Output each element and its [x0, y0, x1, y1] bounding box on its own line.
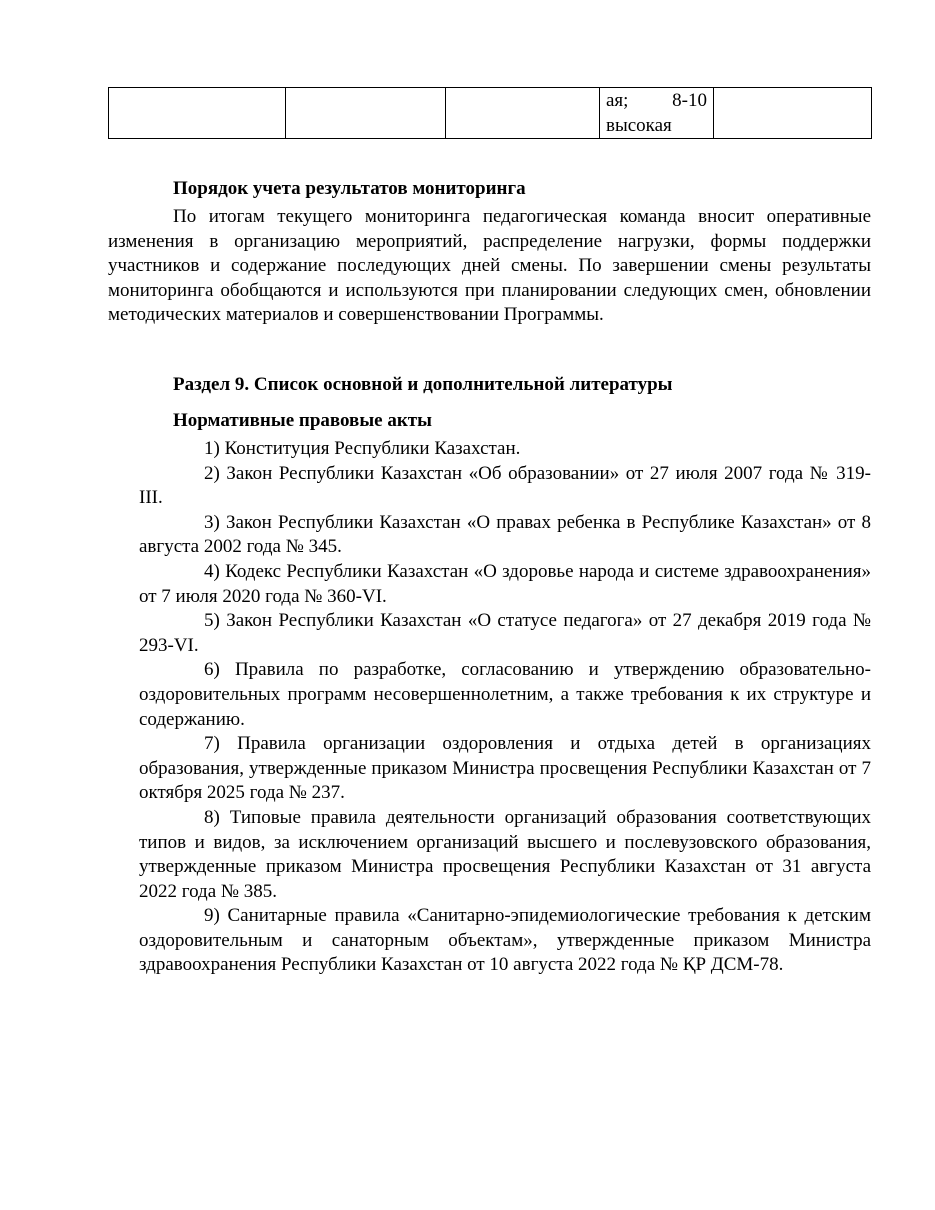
list-item: 5) Закон Республики Казахстан «О статусе педагога» от 27 декабря 2019 года № 293-VI. — [139, 610, 871, 656]
literature-list — [139, 437, 871, 978]
list-item: 9) Санитарные правила «Санитарно-эпидемиологические требования к детским оздоровительным и санаторным объектам», утвержденные приказом Министра здравоохранения Республики Казахстан от 10 августа 2022 года № ҚР ДСМ-78. — [139, 905, 871, 976]
monitoring-body — [108, 205, 871, 328]
list-item: 1) Конституция Республики Казахстан. — [204, 438, 521, 459]
monitoring-paragraph: По итогам текущего мониторинга педагогическая команда вносит оперативные изменения в организацию мероприятий, распределение нагрузки, формы поддержки участников и содержание последующих дней смены. По завершении смены результаты мониторинга обобщаются и используются при планировании следующих смен, обновлении методических материалов и совершенствовании Программы. — [108, 206, 871, 326]
monitoring-heading: Порядок учета результатов мониторинга — [173, 178, 526, 199]
list-item: 7) Правила организации оздоровления и отдыха детей в организациях образования, утвержденные приказом Министра просвещения Республики Казахстан от 7 октября 2025 года № 237. — [139, 733, 871, 804]
cell-text: ая; — [606, 90, 629, 111]
list-item: 2) Закон Республики Казахстан «Об образовании» от 27 июля 2007 года № 319-III. — [139, 462, 871, 509]
cell-text: высокая — [606, 115, 672, 136]
list-item: 3) Закон Республики Казахстан «О правах ребенка в Республике Казахстан» от 8 августа 2002 года № 345. — [139, 511, 871, 558]
table-row — [109, 88, 872, 139]
table-cell — [600, 88, 714, 139]
table-fragment — [108, 87, 872, 139]
list-item: 8) Типовые правила деятельности организаций образования соответствующих типов и видов, за исключением организаций высшего и послевузовского образования, утвержденные приказом Министра просвещения Республики Казахстан от 31 августа 2022 года № 385. — [139, 806, 871, 902]
table-cell — [286, 88, 446, 139]
list-item: 6) Правила по разработке, согласованию и утверждению образовательно-оздоровительных программ несовершеннолетним, а также требования к их структуре и содержанию. — [139, 659, 871, 730]
section-heading: Раздел 9. Список основной и дополнительной литературы — [173, 374, 673, 395]
table-cell — [446, 88, 600, 139]
subsection-heading: Нормативные правовые акты — [173, 410, 432, 431]
cell-text: 8-10 — [672, 90, 707, 111]
table-cell — [109, 88, 286, 139]
list-item: 4) Кодекс Республики Казахстан «О здоровье народа и системе здравоохранения» от 7 июля 2020 года № 360-VI. — [139, 560, 871, 607]
table-cell — [714, 88, 872, 139]
